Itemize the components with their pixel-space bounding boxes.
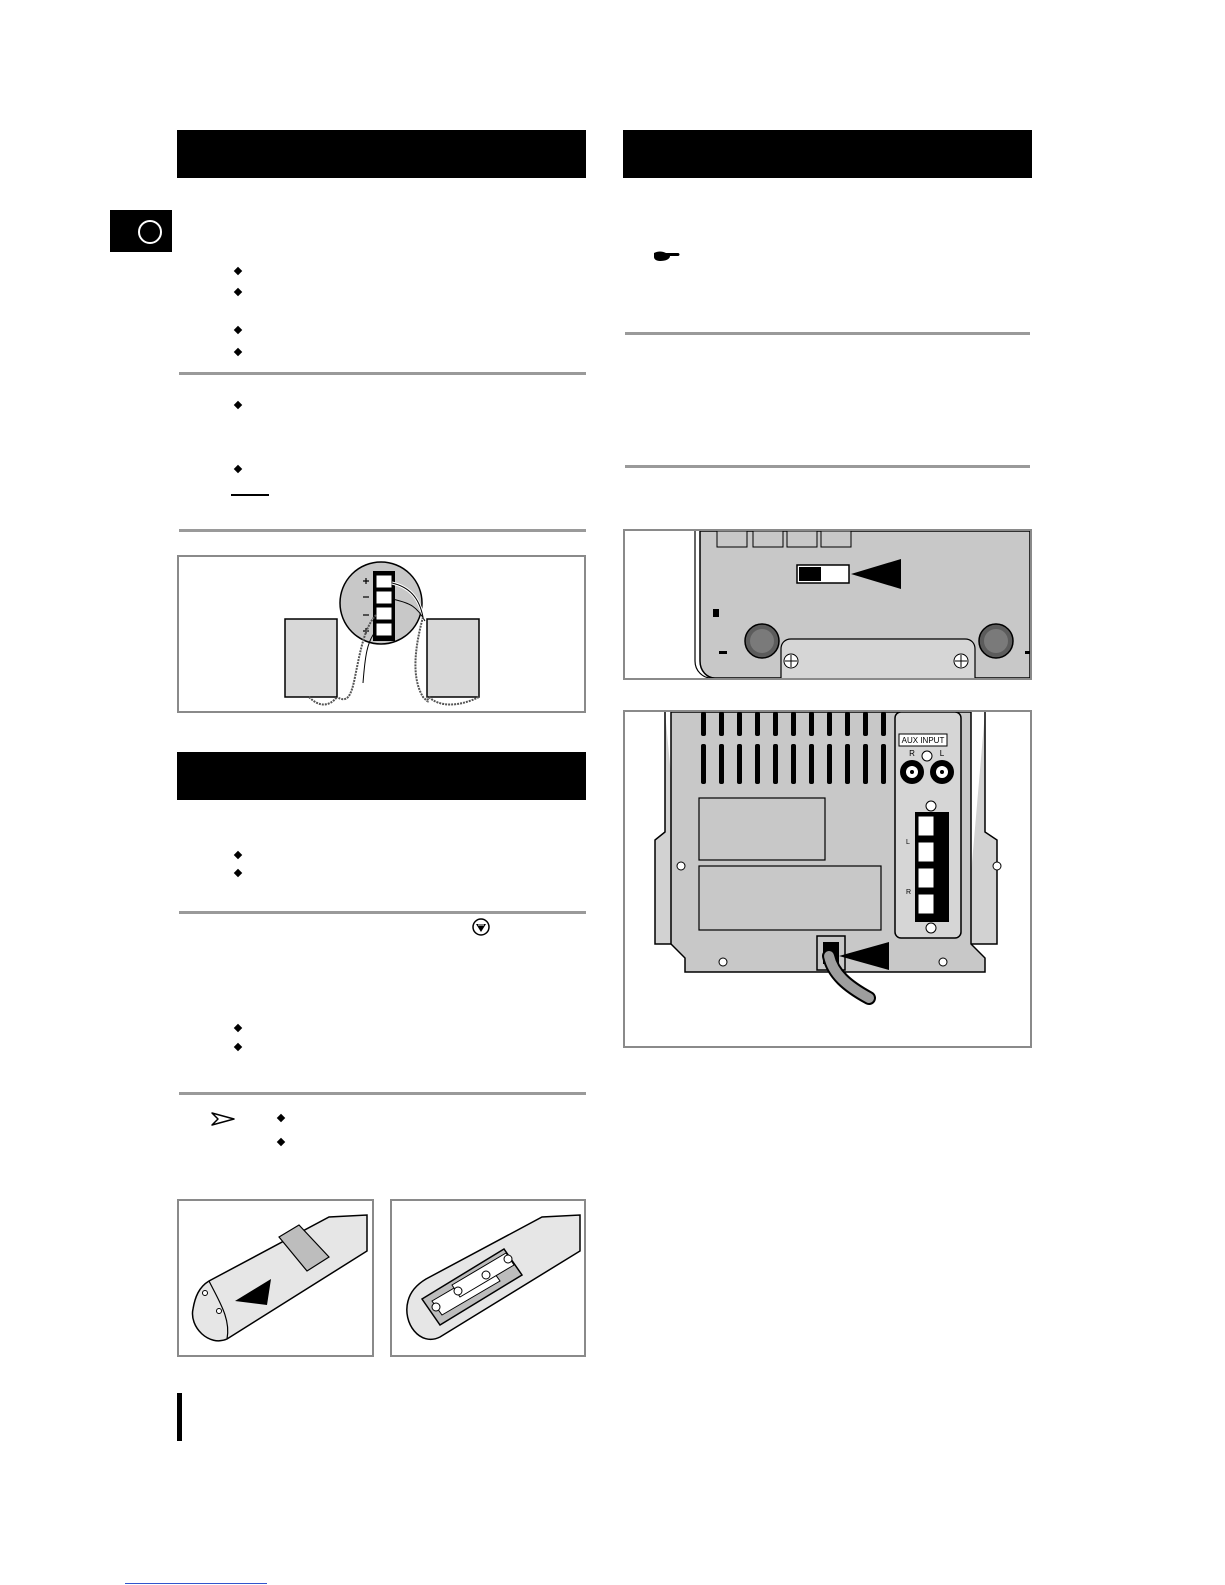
- aux-left-label: L: [939, 749, 945, 758]
- remote-batteries-section-header: [177, 752, 586, 800]
- section-divider: [179, 529, 586, 532]
- remote-cover-illustration: [177, 1199, 374, 1357]
- page-marker: [177, 1393, 182, 1441]
- speaker-wiring-drawing: [179, 557, 584, 711]
- bullet-icon: [234, 1043, 242, 1051]
- arrowhead-icon: [210, 1111, 236, 1132]
- section-divider: [625, 332, 1030, 335]
- bullet-icon: [234, 869, 242, 877]
- speaker-left-label: L: [906, 839, 910, 846]
- remote-battery-compartment-illustration: [390, 1199, 586, 1357]
- section-divider: [179, 1092, 586, 1095]
- bullet-icon: [234, 348, 242, 356]
- aux-right-label: R: [909, 749, 915, 758]
- bullet-icon: [277, 1114, 285, 1122]
- underline-mark: [231, 494, 269, 496]
- section-divider: [179, 372, 586, 375]
- speaker-connection-illustration: [177, 555, 586, 713]
- speaker-right-label: R: [906, 889, 912, 896]
- bottom-link-line: [125, 1583, 267, 1584]
- bullet-icon: [234, 267, 242, 275]
- bullet-icon: [234, 1024, 242, 1032]
- power-section-header: [623, 130, 1032, 178]
- voltage-selector-illustration: [623, 529, 1032, 680]
- section-divider: [625, 465, 1030, 468]
- language-tab: [110, 210, 172, 252]
- rear-panel-illustration: [623, 710, 1032, 1048]
- pointing-hand-icon: [652, 249, 680, 268]
- remote-symbol-icon: [472, 918, 490, 941]
- section-divider: [179, 911, 586, 914]
- bullet-icon: [234, 401, 242, 409]
- bullet-icon: [234, 326, 242, 334]
- bullet-icon: [277, 1138, 285, 1146]
- bullet-icon: [234, 851, 242, 859]
- bullet-icon: [234, 465, 242, 473]
- bullet-icon: [234, 288, 242, 296]
- language-circle-icon: [138, 220, 162, 244]
- aux-input-label: AUX INPUT: [901, 736, 945, 745]
- speakers-section-header: [177, 130, 586, 178]
